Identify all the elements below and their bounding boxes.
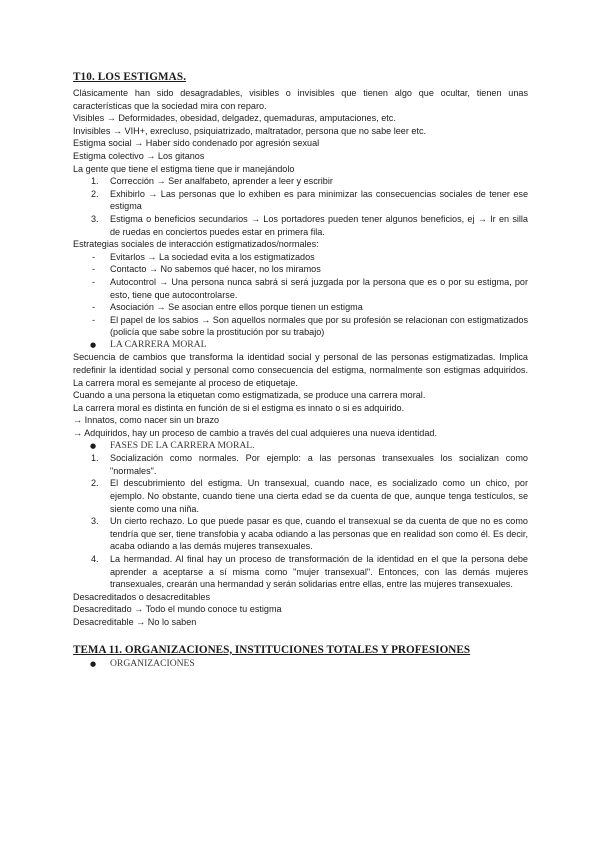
bullet-icon: ● [90, 340, 97, 349]
bullet-icon: ● [90, 659, 97, 668]
dash-marker: - [92, 264, 96, 275]
list-item [73, 452, 528, 477]
bullet-heading-text: FASES DE LA CARRERA MORAL. [110, 439, 255, 451]
list-number: 1. [91, 453, 99, 464]
dash-marker: - [92, 314, 96, 325]
strategies-intro-line: Estrategias sociales de interacción estigmatizados/normales: [73, 239, 319, 250]
strategies-list [73, 251, 528, 339]
list-number: 2. [91, 188, 99, 199]
list-item-text: Contacto → No sabemos qué hacer, no los miramos [110, 264, 321, 275]
list-item [73, 314, 528, 339]
list-item-text: Autocontrol → Una persona nunca sabrá si será juzgada por la persona que es o por su estigma, por esto, tiene que autocontrolarse. [110, 276, 528, 300]
handling-intro-line: La gente que tiene el estigma tiene que ir manejándolo [73, 163, 295, 174]
bullet-heading-text: ORGANIZACIONES [110, 657, 195, 669]
list-item [73, 515, 528, 553]
list-item-text: La hermandad. Al final hay un proceso de transformación de la identidad en el que la persona debe aprender a aceptarse a sí misma como "mujer transexual". Entonces, con las demás mujeres transexuales, crearán una hermandad y serán solidarias entre ellas, entre las mujeres transexuales. [110, 553, 528, 590]
list-item [73, 276, 528, 301]
phases-list [73, 452, 528, 591]
bullet-heading [73, 440, 528, 453]
bullet-heading [73, 339, 528, 352]
innate-acquired-line: La carrera moral es distinta en función de si el estigma es innato o si es adquirido. [73, 402, 405, 413]
list-item [73, 301, 528, 314]
moral-heading-list [73, 339, 528, 352]
list-item-text: Exhibirlo → Las personas que lo exhiben es para minimizar las consecuencias sociales de tener ese estigma [110, 188, 528, 212]
list-item-text: Evitarlos → La sociedad evita a los estigmatizados [110, 251, 315, 262]
t11-list [73, 658, 528, 671]
section-title-t11: TEMA 11. ORGANIZACIONES, INSTITUCIONES TOTALES Y PROFESIONES [73, 643, 471, 656]
discredited-intro-line: Desacreditados o desacreditables [73, 591, 210, 602]
acquired-line: → Adquiridos, hay un proceso de cambio a través del cual adquieres una nueva identidad. [73, 428, 437, 439]
intro-paragraph: Clásicamente han sido desagradables, visibles o invisibles que tienen algo que ocultar, tienen unas características que la sociedad mira con reparo. [73, 88, 528, 111]
discredited-line: Desacreditado → Todo el mundo conoce tu estigma [73, 604, 282, 615]
list-item-text: El papel de los sabios → Son aquellos normales que por su profesión se relacionan con estigmatizados (policía que sabe sobre la prostitución por su trabajo) [110, 314, 528, 338]
dash-marker: - [92, 276, 96, 287]
list-item-text: Estigma o beneficios secundarios → Los portadores pueden tener algunos beneficios, ej → Ir en silla de ruedas en conciertos puedes estar en primera fila. [110, 213, 528, 237]
social-stigma-line: Estigma social → Haber sido condenado por agresión sexual [73, 138, 320, 149]
bullet-heading [73, 658, 528, 671]
list-item-text: Un cierto rechazo. Lo que puede pasar es que, cuando el transexual se da cuenta de que no es como tendría que ser, tiene transfobia y acaba odiando a las personas que en realidad son como él. Es decir, acaba odiando a las demás mujeres transexuales. [110, 516, 528, 552]
phases-heading-list [73, 440, 528, 453]
list-number: 4. [91, 553, 99, 564]
collective-stigma-line: Estigma colectivo → Los gitanos [73, 150, 205, 161]
dash-marker: - [92, 251, 96, 262]
labeling-line: Cuando a una persona la etiquetan como estigmatizada, se produce una carrera moral. [73, 390, 426, 401]
invisible-line: Invisibles → VIH+, exrecluso, psiquiatrizado, maltratador, persona que no sabe leer etc. [73, 125, 427, 136]
list-number: 2. [91, 478, 99, 489]
list-item [73, 553, 528, 591]
list-item-text: Socialización como normales. Por ejemplo: a las personas transexuales los socializan como "normales". [110, 453, 528, 476]
list-item [73, 263, 528, 276]
section-title-t10: T10. LOS ESTIGMAS. [73, 71, 187, 83]
list-item [73, 175, 528, 188]
dash-marker: - [92, 302, 96, 313]
list-item-text: El descubrimiento del estigma. Un transexual, cuando nace, es socializado como un chico, por ejemplo. No obstante, cuando tiene una cierta edad se da cuenta de que, aunque tenga testículos, se siente como una niña. [110, 478, 528, 514]
document-page [73, 70, 528, 670]
list-number: 1. [91, 176, 99, 187]
list-item [73, 213, 528, 238]
list-item-text: Corrección → Ser analfabeto, aprender a leer y escribir [110, 176, 333, 187]
innate-line: → Innatos, como nacer sin un brazo [73, 415, 220, 426]
list-item [73, 188, 528, 213]
handling-list [73, 175, 528, 238]
moral-paragraph: Secuencia de cambios que transforma la identidad social y personal de las personas estigmatizadas. Implica redefinir la identidad social y personal como consecuencia del estigma, normalmente son estigmas adquiridos. La carrera moral es semejante al proceso de etiquetaje. [73, 352, 528, 388]
list-number: 3. [91, 213, 99, 224]
discreditable-line: Desacreditable → No lo saben [73, 616, 197, 627]
visible-line: Visibles → Deformidades, obesidad, delgadez, quemaduras, amputaciones, etc. [73, 113, 396, 124]
list-item [73, 477, 528, 515]
list-item [73, 251, 528, 264]
bullet-heading-text: LA CARRERA MORAL [110, 338, 207, 350]
list-item-text: Asociación → Se asocian entre ellos porque tienen un estigma [110, 302, 363, 313]
bullet-icon: ● [90, 441, 97, 450]
list-number: 3. [91, 516, 99, 527]
